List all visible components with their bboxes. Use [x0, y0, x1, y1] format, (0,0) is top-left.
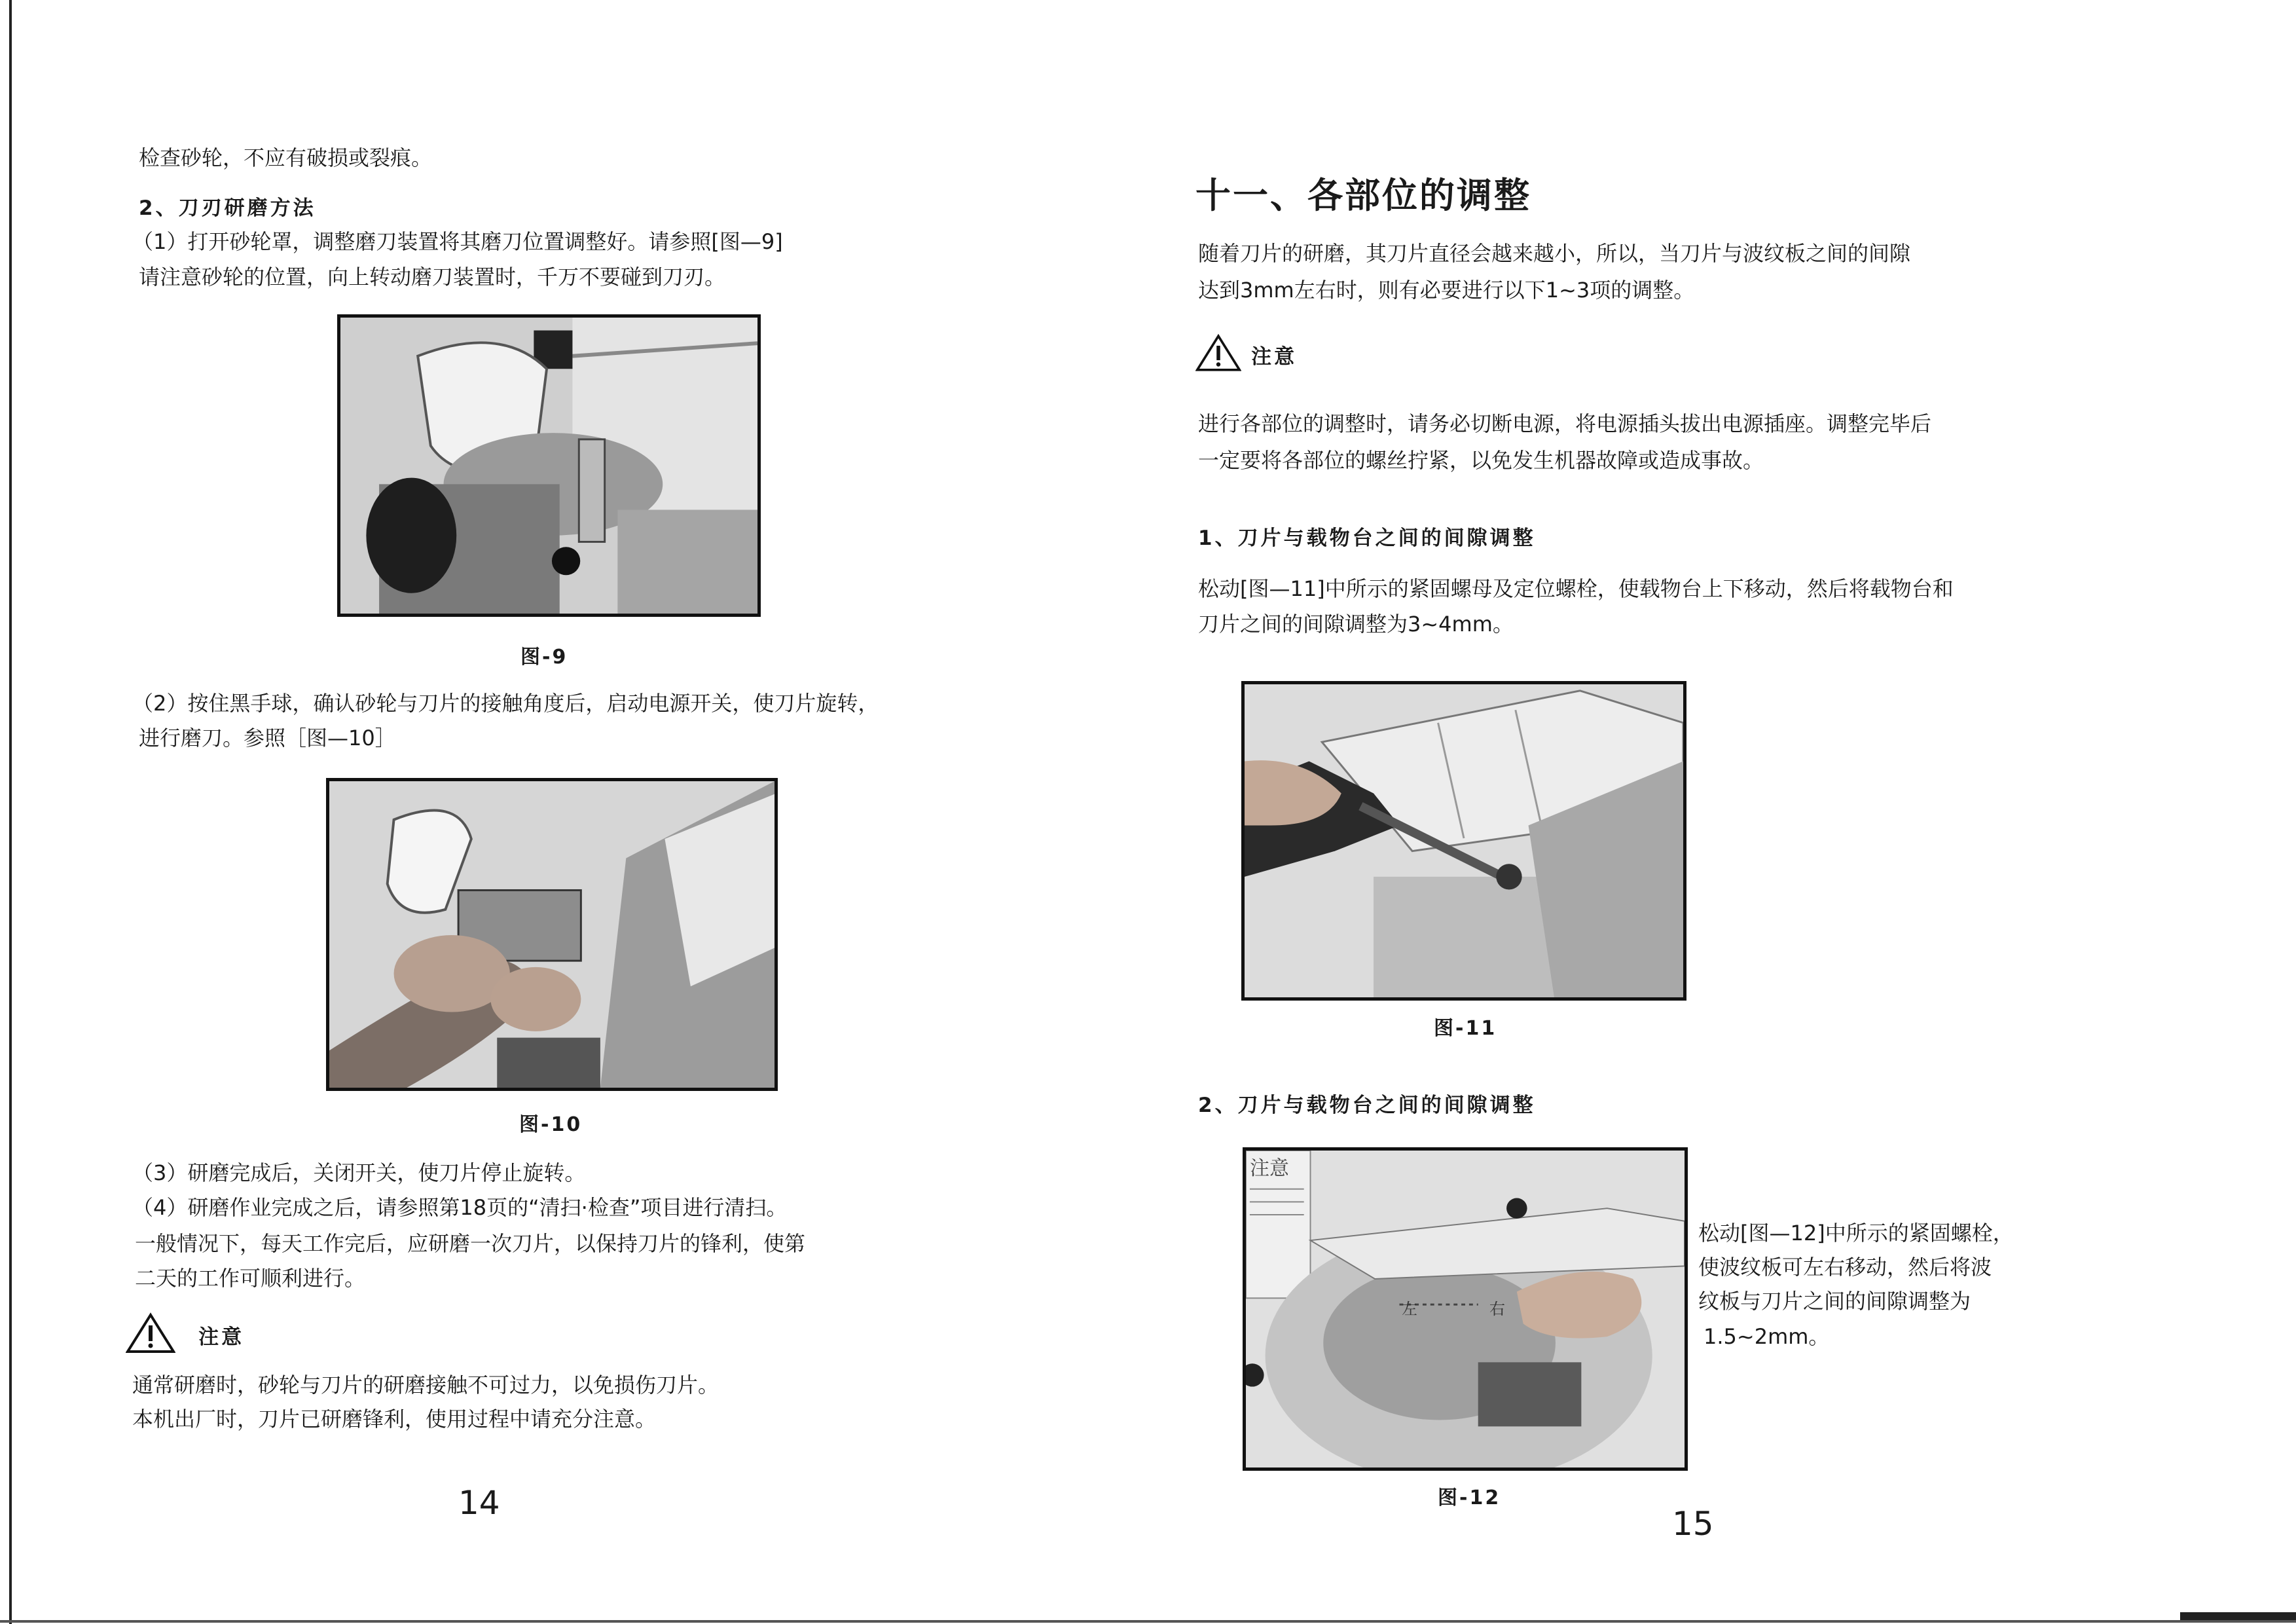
- chapter-title: 十一、各部位的调整: [1195, 175, 1531, 216]
- figure-10-caption: 图-10: [519, 1113, 583, 1136]
- caution-line2: 一定要将各部位的螺丝拧紧，以免发生机器故障或造成事故。: [1198, 448, 1764, 473]
- caution-line1: 通常研磨时，砂轮与刀片的研磨接触不可过力，以免损伤刀片。: [132, 1373, 720, 1397]
- warning-triangle-icon: [126, 1312, 175, 1357]
- page-number-right: 15: [1672, 1505, 1714, 1543]
- caution-header: [1195, 333, 1297, 376]
- warning-triangle-icon: [1195, 333, 1241, 376]
- page-number-left: 14: [458, 1484, 500, 1522]
- caution-line2: 本机出厂时，刀片已研磨锋利，使用过程中请充分注意。: [132, 1407, 657, 1431]
- step3-line: （3）研磨完成后，关闭开关，使刀片停止旋转。: [132, 1160, 586, 1185]
- figure-11-photo: [1241, 681, 1686, 1001]
- figure-12-photo: [1243, 1147, 1688, 1471]
- intro-line1: 随着刀片的研磨，其刀片直径会越来越小，所以，当刀片与波纹板之间的间隙: [1198, 241, 1911, 266]
- caution-label: 注意: [1251, 344, 1298, 369]
- figure-12-sticker: 注意: [1250, 1157, 1289, 1180]
- figure-9-photo: [337, 314, 761, 617]
- bottom-right-mark: [2180, 1612, 2296, 1620]
- subsection1-heading: 1、刀片与载物台之间的间隙调整: [1198, 526, 1536, 550]
- caution-header: [126, 1312, 244, 1357]
- daily-line2: 二天的工作可顺利进行。: [135, 1266, 366, 1291]
- subsection2-side-line3: 纹板与刀片之间的间隙调整为: [1698, 1289, 1971, 1314]
- subsection1-line1: 松动[图—11]中所示的紧固螺母及定位螺栓，使载物台上下移动，然后将载物台和: [1198, 576, 1954, 601]
- step2-line2: 进行磨刀。参照［图—10］: [139, 726, 396, 750]
- left-scan-edge: [9, 0, 12, 1624]
- figure-11-caption: 图-11: [1434, 1017, 1497, 1040]
- subsection2-side-line1: 松动[图—12]中所示的紧固螺栓，: [1698, 1221, 2014, 1246]
- step1-line2: 请注意砂轮的位置，向上转动磨刀装置时，千万不要碰到刀刃。: [139, 265, 726, 289]
- step1-line1: （1）打开砂轮罩，调整磨刀装置将其磨刀位置调整好。请参照[图—9]: [132, 229, 783, 254]
- figure-12-caption: 图-12: [1438, 1486, 1501, 1509]
- intro-line: 检查砂轮，不应有破损或裂痕。: [139, 145, 433, 170]
- subsection2-side-line4: 1.5~2mm。: [1704, 1324, 1830, 1349]
- intro-line2: 达到3mm左右时，则有必要进行以下1~3项的调整。: [1198, 278, 1695, 303]
- subsection2-side-line2: 使波纹板可左右移动，然后将波: [1698, 1255, 1992, 1280]
- daily-line1: 一般情况下，每天工作完后，应研磨一次刀片，以保持刀片的锋利，使第: [135, 1231, 806, 1256]
- caution-label: 注意: [198, 1325, 245, 1349]
- figure-12-left-label: 左: [1402, 1300, 1417, 1318]
- section-heading: 2、刀刃研磨方法: [139, 196, 316, 220]
- figure-10-photo: [326, 778, 778, 1091]
- figure-9-caption: 图-9: [520, 646, 568, 669]
- figure-12-right-label: 右: [1489, 1300, 1505, 1318]
- bottom-scan-edge: [0, 1620, 2296, 1623]
- step2-line1: （2）按住黑手球，确认砂轮与刀片的接触角度后，启动电源开关，使刀片旋转，: [132, 691, 879, 716]
- step4-line: （4）研磨作业完成之后，请参照第18页的“清扫·检查”项目进行清扫。: [132, 1195, 788, 1220]
- subsection2-heading: 2、刀片与载物台之间的间隙调整: [1198, 1094, 1536, 1117]
- subsection1-line2: 刀片之间的间隙调整为3~4mm。: [1198, 612, 1514, 637]
- caution-line1: 进行各部位的调整时，请务必切断电源，将电源插头拔出电源插座。调整完毕后: [1198, 411, 1932, 436]
